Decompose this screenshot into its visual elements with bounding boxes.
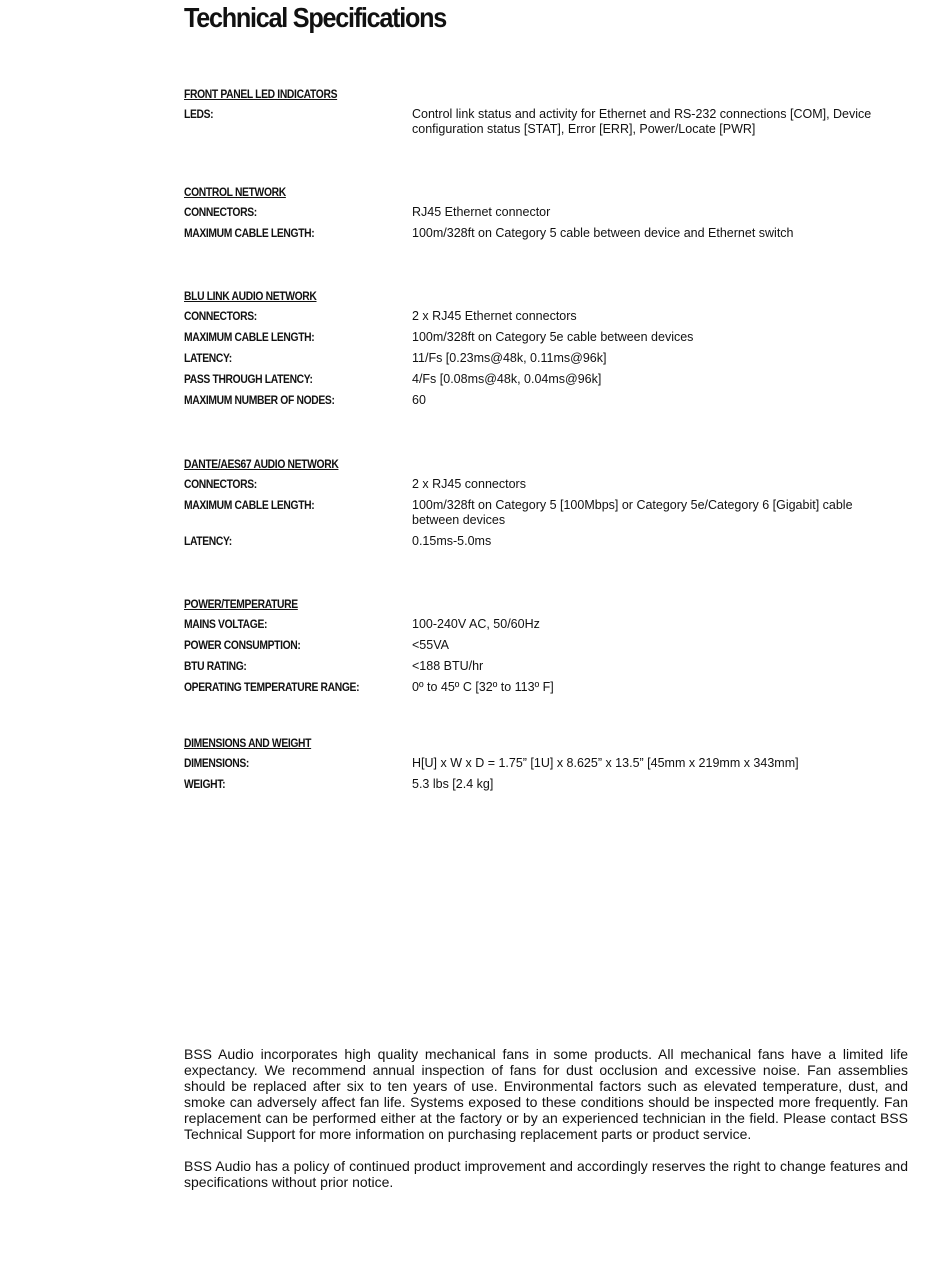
spec-row bbox=[184, 477, 904, 492]
spec-label: BTU RATING: bbox=[184, 659, 247, 673]
spec-label: LATENCY: bbox=[184, 534, 232, 548]
spec-row bbox=[184, 777, 904, 792]
spec-value: 4/Fs [0.08ms@48k, 0.04ms@96k] bbox=[412, 372, 602, 386]
fan-notice-paragraph: BSS Audio incorporates high quality mechanical fans in some products. All mechanical fans have a limited life expectancy. We recommend annual inspection of fans for dust occlusion and excessive noise. Fan assemblies should be replaced after six to ten years of use. Environmental factors such as elevated temperature, dust, and smoke can adversely affect fan life. Systems exposed to these conditions should be inspected more frequently. Fan replacement can be performed either at the factory or by an experienced technician in the field. Please contact BSS Technical Support for more information on purchasing replacement parts or product service. bbox=[184, 1046, 908, 1142]
spec-row bbox=[184, 205, 904, 220]
section-power-temperature bbox=[184, 597, 904, 701]
spec-value: 2 x RJ45 Ethernet connectors bbox=[412, 309, 577, 323]
spec-value: Control link status and activity for Ethernet and RS-232 connections [COM], Device configuration status [STAT], Error [ERR], Power/Locate [PWR] bbox=[412, 107, 872, 136]
spec-label: MAXIMUM CABLE LENGTH: bbox=[184, 498, 315, 512]
spec-value: H[U] x W x D = 1.75” [1U] x 8.625” x 13.5” [45mm x 219mm x 343mm] bbox=[412, 756, 799, 770]
spec-label: LEDS: bbox=[184, 107, 214, 121]
spec-label: PASS THROUGH LATENCY: bbox=[184, 372, 313, 386]
section-blu-link bbox=[184, 289, 904, 414]
spec-row bbox=[184, 226, 904, 241]
spec-label: WEIGHT: bbox=[184, 777, 226, 791]
section-heading: DIMENSIONS AND WEIGHT bbox=[184, 736, 312, 750]
page-title: Technical Specifications bbox=[184, 2, 446, 33]
spec-label: CONNECTORS: bbox=[184, 309, 257, 323]
spec-row bbox=[184, 107, 904, 137]
spec-row bbox=[184, 756, 904, 771]
section-heading: FRONT PANEL LED INDICATORS bbox=[184, 87, 338, 101]
spec-value: <55VA bbox=[412, 638, 449, 652]
spec-row bbox=[184, 372, 904, 387]
notes-block bbox=[184, 1046, 908, 1206]
spec-value: 100m/328ft on Category 5e cable between devices bbox=[412, 330, 694, 344]
spec-value: 2 x RJ45 connectors bbox=[412, 477, 526, 491]
section-front-panel-led bbox=[184, 87, 904, 143]
section-control-network bbox=[184, 185, 904, 247]
spec-label: LATENCY: bbox=[184, 351, 232, 365]
spec-row bbox=[184, 617, 904, 632]
section-dante-aes67 bbox=[184, 457, 904, 555]
spec-label: MAINS VOLTAGE: bbox=[184, 617, 268, 631]
spec-row bbox=[184, 498, 904, 528]
spec-value: 0º to 45º C [32º to 113º F] bbox=[412, 680, 554, 694]
section-dimensions-weight bbox=[184, 736, 904, 798]
spec-value: RJ45 Ethernet connector bbox=[412, 205, 551, 219]
spec-value: 5.3 lbs [2.4 kg] bbox=[412, 777, 494, 791]
spec-value: 100m/328ft on Category 5 [100Mbps] or Category 5e/Category 6 [Gigabit] cable between devices bbox=[412, 498, 853, 527]
section-heading: CONTROL NETWORK bbox=[184, 185, 286, 199]
spec-row bbox=[184, 638, 904, 653]
spec-label: POWER CONSUMPTION: bbox=[184, 638, 301, 652]
spec-value: 60 bbox=[412, 393, 426, 407]
section-heading: BLU LINK AUDIO NETWORK bbox=[184, 289, 317, 303]
spec-value: 11/Fs [0.23ms@48k, 0.11ms@96k] bbox=[412, 351, 607, 365]
spec-value: 0.15ms-5.0ms bbox=[412, 534, 492, 548]
spec-label: MAXIMUM CABLE LENGTH: bbox=[184, 330, 315, 344]
spec-row bbox=[184, 309, 904, 324]
spec-label: OPERATING TEMPERATURE RANGE: bbox=[184, 680, 360, 694]
spec-value: 100m/328ft on Category 5 cable between device and Ethernet switch bbox=[412, 226, 794, 240]
spec-row bbox=[184, 534, 904, 549]
spec-label: CONNECTORS: bbox=[184, 477, 257, 491]
product-improvement-paragraph: BSS Audio has a policy of continued product improvement and accordingly reserves the right to change features and specifications without prior notice. bbox=[184, 1158, 908, 1190]
spec-row bbox=[184, 659, 904, 674]
spec-label: CONNECTORS: bbox=[184, 205, 257, 219]
spec-row bbox=[184, 330, 904, 345]
spec-row bbox=[184, 351, 904, 366]
spec-row bbox=[184, 393, 904, 408]
spec-row bbox=[184, 680, 904, 695]
section-heading: POWER/TEMPERATURE bbox=[184, 597, 298, 611]
spec-value: 100-240V AC, 50/60Hz bbox=[412, 617, 540, 631]
section-heading: DANTE/AES67 AUDIO NETWORK bbox=[184, 457, 339, 471]
spec-value: <188 BTU/hr bbox=[412, 659, 484, 673]
spec-label: MAXIMUM CABLE LENGTH: bbox=[184, 226, 315, 240]
spec-label: DIMENSIONS: bbox=[184, 756, 250, 770]
spec-label: MAXIMUM NUMBER OF NODES: bbox=[184, 393, 335, 407]
